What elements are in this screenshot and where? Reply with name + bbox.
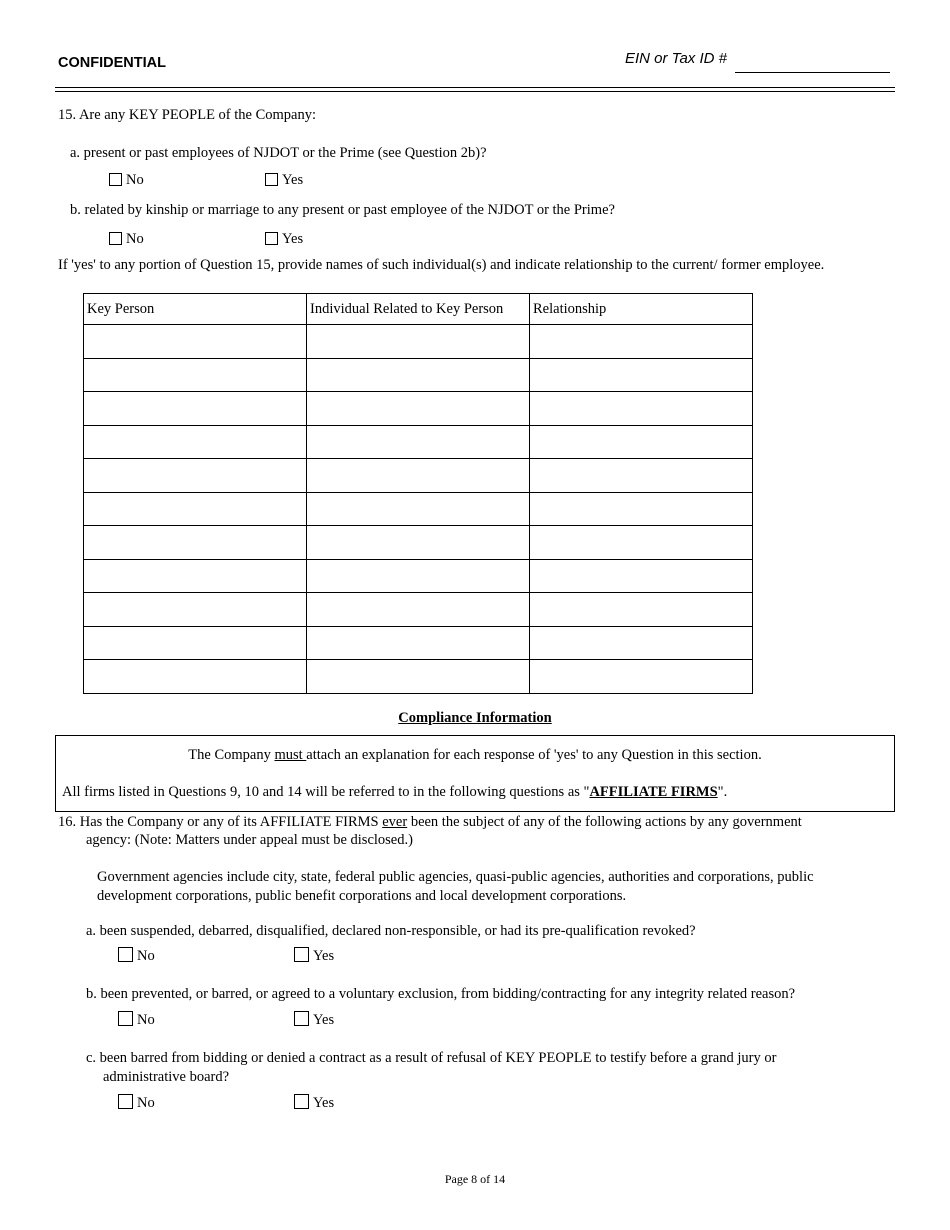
- q16b-yes-option[interactable]: [294, 1011, 334, 1029]
- individual-related-cell[interactable]: [307, 559, 530, 593]
- relationship-cell[interactable]: [530, 325, 753, 359]
- q16b-no-checkbox[interactable]: [118, 1011, 133, 1026]
- relationship-cell[interactable]: [530, 492, 753, 526]
- compliance-line2-suffix: ".: [717, 784, 728, 800]
- compliance-box: [55, 735, 895, 812]
- individual-related-cell[interactable]: [307, 459, 530, 493]
- q16-question-line-2: agency: (Note: Matters under appeal must be disclosed.): [86, 832, 413, 848]
- affiliate-firms-term: AFFILIATE FIRMS: [589, 784, 718, 800]
- table-row: [84, 626, 753, 660]
- individual-related-cell[interactable]: [307, 492, 530, 526]
- q16a-text: a. been suspended, debarred, disqualified, declared non-responsible, or had its pre-qualification revoked?: [86, 923, 696, 939]
- ein-input-line[interactable]: [735, 72, 890, 73]
- q15a-no-option[interactable]: [109, 171, 144, 189]
- q15b-text: b. related by kinship or marriage to any present or past employee of the NJDOT or the Prime?: [70, 202, 615, 218]
- q16b-yes-checkbox[interactable]: [294, 1011, 309, 1026]
- q15a-yes-option[interactable]: [265, 171, 303, 189]
- q15b-yes-checkbox[interactable]: [265, 232, 278, 245]
- q16b-no-label: No: [137, 1012, 155, 1028]
- q16c-no-checkbox[interactable]: [118, 1094, 133, 1109]
- q15-instruction: If 'yes' to any portion of Question 15, provide names of such individual(s) and indicate relationship to the current/ former employee.: [58, 257, 825, 273]
- q16a-no-checkbox[interactable]: [118, 947, 133, 962]
- q15-question: 15. Are any KEY PEOPLE of the Company:: [58, 107, 317, 123]
- key-person-cell[interactable]: [84, 425, 307, 459]
- relationship-cell[interactable]: [530, 526, 753, 560]
- relationship-cell[interactable]: [530, 559, 753, 593]
- q15b-yes-label: Yes: [282, 231, 304, 247]
- q15b-yes-option[interactable]: [265, 230, 303, 248]
- key-person-cell[interactable]: [84, 325, 307, 359]
- table-row: [84, 392, 753, 426]
- q15b-no-checkbox[interactable]: [109, 232, 122, 245]
- individual-related-cell[interactable]: [307, 358, 530, 392]
- table-row: [84, 559, 753, 593]
- relationship-cell[interactable]: [530, 626, 753, 660]
- col-relationship: Relationship: [530, 294, 753, 325]
- q16a-yes-checkbox[interactable]: [294, 947, 309, 962]
- q15b-no-label: No: [126, 231, 144, 247]
- relationship-cell[interactable]: [530, 358, 753, 392]
- q16a-no-label: No: [137, 948, 155, 964]
- key-person-cell[interactable]: [84, 358, 307, 392]
- q15b-no-option[interactable]: [109, 230, 144, 248]
- table-row: [84, 526, 753, 560]
- key-person-cell[interactable]: [84, 559, 307, 593]
- q16c-no-option[interactable]: [118, 1094, 155, 1112]
- q16b-text: b. been prevented, or barred, or agreed to a voluntary exclusion, from bidding/contracting for any integrity related reason?: [86, 986, 796, 1002]
- q16a-yes-label: Yes: [313, 948, 335, 964]
- q16-ever: ever: [382, 814, 408, 830]
- individual-related-cell[interactable]: [307, 626, 530, 660]
- table-row: [84, 459, 753, 493]
- compliance-line1-suffix: attach an explanation for each response of 'yes' to any Question in this section.: [306, 747, 762, 763]
- ein-label: EIN or Tax ID #: [625, 50, 727, 67]
- compliance-line2-prefix: All firms listed in Questions 9, 10 and 14 will be referred to in the following questions as ": [62, 784, 590, 800]
- q15a-no-label: No: [126, 172, 144, 188]
- compliance-line-1: [56, 746, 894, 764]
- table-row: [84, 593, 753, 627]
- q16-gov-line-1: Government agencies include city, state, federal public agencies, quasi-public agencies, authorities and corporations, public: [97, 869, 814, 885]
- q16c-no-label: No: [137, 1095, 155, 1111]
- table-row: [84, 325, 753, 359]
- key-person-cell[interactable]: [84, 626, 307, 660]
- relationship-cell[interactable]: [530, 660, 753, 694]
- q16-line1-suffix: been the subject of any of the following actions by any government: [407, 814, 802, 830]
- key-person-cell[interactable]: [84, 392, 307, 426]
- relationship-cell[interactable]: [530, 459, 753, 493]
- table-row: [84, 660, 753, 694]
- col-individual-related: Individual Related to Key Person: [307, 294, 530, 325]
- key-person-table: [83, 293, 753, 694]
- q16c-text-line-1: c. been barred from bidding or denied a contract as a result of refusal of KEY PEOPLE to testify before a grand jury or: [86, 1050, 777, 1066]
- compliance-must: must: [274, 747, 307, 763]
- compliance-line-2: [62, 783, 727, 801]
- q16-question-line-1: [58, 813, 802, 831]
- table-row: [84, 425, 753, 459]
- key-person-cell[interactable]: [84, 492, 307, 526]
- table-row: [84, 358, 753, 392]
- q16-line1-prefix: 16. Has the Company or any of its AFFILIATE FIRMS: [58, 814, 383, 830]
- relationship-cell[interactable]: [530, 593, 753, 627]
- q16c-yes-label: Yes: [313, 1095, 335, 1111]
- key-person-cell[interactable]: [84, 660, 307, 694]
- page-number: Page 8 of 14: [444, 1172, 506, 1186]
- q16c-text-line-2: administrative board?: [103, 1069, 230, 1085]
- q16a-no-option[interactable]: [118, 947, 155, 965]
- header-divider-bottom: [55, 91, 895, 92]
- relationship-cell[interactable]: [530, 425, 753, 459]
- key-person-cell[interactable]: [84, 459, 307, 493]
- relationship-cell[interactable]: [530, 392, 753, 426]
- individual-related-cell[interactable]: [307, 392, 530, 426]
- table-header-row: [84, 294, 753, 325]
- q15a-no-checkbox[interactable]: [109, 173, 122, 186]
- header-divider-top: [55, 87, 895, 88]
- q16a-yes-option[interactable]: [294, 947, 334, 965]
- key-person-cell[interactable]: [84, 526, 307, 560]
- q16b-yes-label: Yes: [313, 1012, 335, 1028]
- key-person-cell[interactable]: [84, 593, 307, 627]
- col-key-person: Key Person: [84, 294, 307, 325]
- q15a-yes-label: Yes: [282, 172, 304, 188]
- q16-gov-line-2: development corporations, public benefit corporations and local development corporations.: [97, 888, 627, 904]
- q15a-yes-checkbox[interactable]: [265, 173, 278, 186]
- compliance-line1-prefix: The Company: [188, 747, 275, 763]
- table-row: [84, 492, 753, 526]
- q16b-no-option[interactable]: [118, 1011, 155, 1029]
- individual-related-cell[interactable]: [307, 660, 530, 694]
- compliance-title: Compliance Information: [398, 710, 552, 726]
- q16c-yes-option[interactable]: [294, 1094, 334, 1112]
- confidential-label: CONFIDENTIAL: [58, 55, 166, 71]
- individual-related-cell[interactable]: [307, 425, 530, 459]
- individual-related-cell[interactable]: [307, 526, 530, 560]
- q16c-yes-checkbox[interactable]: [294, 1094, 309, 1109]
- q15a-text: a. present or past employees of NJDOT or the Prime (see Question 2b)?: [70, 145, 487, 161]
- individual-related-cell[interactable]: [307, 593, 530, 627]
- individual-related-cell[interactable]: [307, 325, 530, 359]
